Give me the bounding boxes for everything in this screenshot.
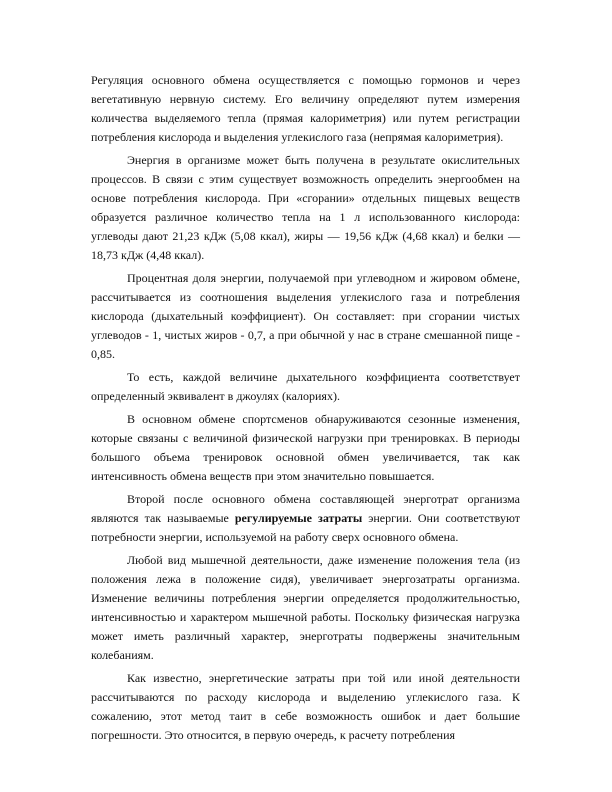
paragraph-muscle-activity: Любой вид мышечной деятельности, даже изменение положения тела (из положения лежа в положение сидя), увеличивает энергозатраты организма. Изменение величины потребления энергии определяется продолжительностью, интенсивностью и характером мышечной работы. Поскольку физическая нагрузка может иметь различный характер, энерготраты подвержены значительным колебаниям. bbox=[91, 553, 520, 662]
regulated-costs-after: энергии. Они соответствуют потребности энергии, используемой на работу сверх основного обмена. bbox=[91, 511, 520, 544]
paragraph-joule-equivalent: То есть, каждой величине дыхательного коэффициента соответствует определенный эквивалент в джоулях (калориях). bbox=[91, 370, 520, 403]
document-body bbox=[91, 71, 520, 749]
paragraph-energy-oxidation: Энергия в организме может быть получена в результате окислительных процессов. В связи с этим существует возможность определить энергообмен на основе потребления кислорода. При «сгорании» отдельных пищевых веществ образуется различное количество тепла на 1 л использованного кислорода: углеводы дают 21,23 кДж (5,08 ккал), жиры — 19,56 кДж (4,68 ккал) и белки — 18,73 кДж (4,48 ккал). bbox=[91, 153, 520, 262]
paragraph-energy-calculation: Как известно, энергетические затраты при той или иной деятельности рассчитываются по расходу кислорода и выделению углекислого газа. К сожалению, этот метод таит в себе возможность ошибок и дает большие погрешности. Это относится, в первую очередь, к расчету потребления bbox=[91, 671, 520, 742]
paragraph-seasonal-changes: В основном обмене спортсменов обнаруживаются сезонные изменения, которые связаны с величиной физической нагрузки при тренировках. В периоды большого объема тренировок основной обмен увеличивается, так как интенсивность обмена веществ при этом значительно повышается. bbox=[91, 412, 520, 483]
paragraph-regulated-costs bbox=[91, 490, 520, 547]
paragraph-basal-metabolism-regulation: Регуляция основного обмена осуществляется с помощью гормонов и через вегетативную нервную систему. Его величину определяют путем измерения количества выделяемого тепла (прямая калориметрия) или путем регистрации потребления кислорода и выделения углекислого газа (непрямая калориметрия). bbox=[91, 73, 520, 144]
regulated-costs-before: Второй после основного обмена составляющей энерготрат организма являются так называемые bbox=[91, 492, 520, 525]
paragraph-respiratory-coefficient: Процентная доля энергии, получаемой при углеводном и жировом обмене, рассчитывается из соотношения выделения углекислого газа и потребления кислорода (дыхательный коэффициент). Он составляет: при сгорании чистых углеводов - 1, чистых жиров - 0,7, а при обычной у нас в стране смешанной пище - 0,85. bbox=[91, 271, 520, 361]
regulated-costs-term: регулируемые затраты bbox=[234, 511, 363, 525]
